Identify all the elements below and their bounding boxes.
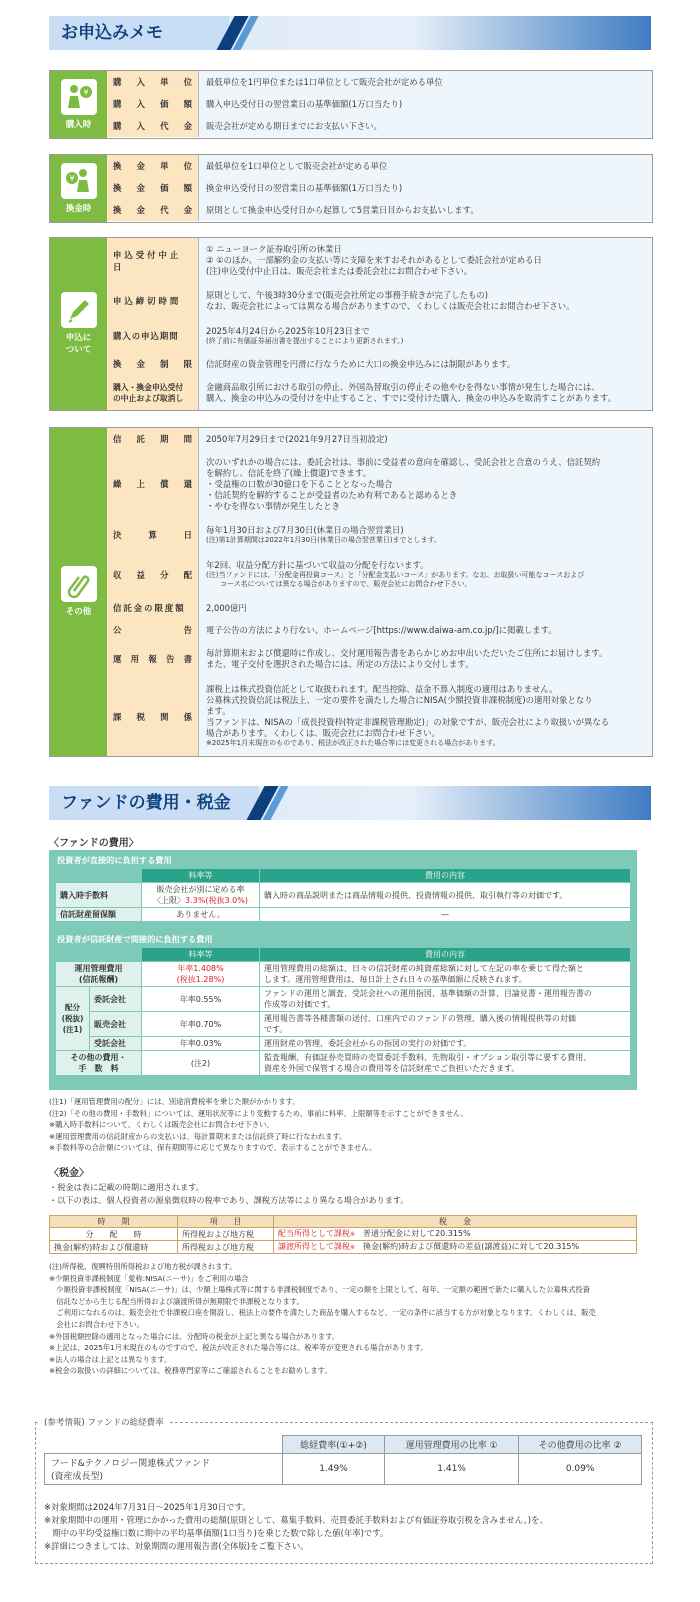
exchange-unit-row: 換 金 単 位 最低単位を1口単位として販売会社が定める単位	[107, 155, 652, 178]
other-icon-label: その他	[65, 607, 92, 617]
application-icon-label: 申込に ついて	[65, 333, 92, 355]
other-icon-column	[50, 428, 107, 756]
purchase-payment-row: 購 入 代 金 販売会社が定める期日までにお支払い下さい。	[107, 115, 652, 137]
fees-heading: 〈ファンドの費用〉	[49, 838, 139, 849]
limit-value: 2,000億円	[199, 597, 652, 619]
mgmt-fee-row: 運用管理費用 (信託報酬) 年率1.408% (税抜1.28%) 運用管理費用の総額は、日々の信託財産の純資産総額に対して左記の率を乗じて得た額と します。運用管理費用は、毎日計上され日々の基準価額に反映されます。	[56, 962, 631, 987]
tax-bullets: ・税金は表に記載の時期に適用されます。 ・以下の表は、個人投資者の源泉徴収時の税率であり、課税方法等により異なる場合があります。	[49, 1182, 409, 1205]
indirect-fees-title: 投資者が信託財産で間接的に負担する費用	[57, 934, 213, 944]
indirect-fees-table: 料率等 費用の内容 運用管理費用 (信託報酬) 年率1.408% (税抜1.28%) 運用管理費用の総額は、日々の信託財産の純資産総額に対して左記の率を乗じて得た額と します。運用管理費用は、毎日計上され日々の基準価額に反映されます。 配分 (税抜) (注1) 委託会社 年率0.55% ファンドの運用と調査、受託会社への運用指図、基準価額の計算、目論見書・運用報告書の 作成等の対価です。 販売会社 年率0.70% 運用報告書等各種書類の送付、口座内でのファンドの管理、購入後の情報提供等の対価 です。 受託会社 年率0.03% 運用財産の管理、委託会社からの指図の実行の対価です。 その他の費用・ 手 数 料 (注2) 監査報酬、有価証券売買時の売買委託手数料、先物取引・オプション取引等に要する費用、 資産を外国で保管する場合の費用等を信託財産でご負担いただきます。	[55, 947, 631, 1076]
restriction-value: 信託財産の資金管理を円滑に行なうために大口の換金申込みには制限があります。	[199, 353, 652, 375]
settlement-value: 毎年1月30日および7月30日(休業日の場合翌営業日) (注)第1計算期間は2022年1月30日(休業日の場合翌営業日)までとします。	[199, 518, 652, 552]
fees-panel	[49, 850, 637, 1090]
purchase-icon-column	[50, 71, 107, 138]
distribution-value: 年2回、収益分配方針に基づいて収益の分配を行ないます。 (注)当ファンドには、「分配金再投資コース」と「分配金支払いコース」があります。なお、お取扱い可能なコースおよび コース名については異なる場合がありますので、販売会社にお問合わせ下さい。	[199, 552, 652, 597]
direct-fees-table: 料率等 費用の内容 購入時手数料 販売会社が別に定める率 〈上限〉3.3%(税抜3.0%) 購入時の商品説明または商品情報の提供、投資情報の提供、取引執行等の対価です。 信託財産留保額 ありません。 —	[55, 868, 631, 922]
settlement-row: 決 算 日 毎年1月30日および7月30日(休業日の場合翌営業日) (注)第1計算期間は2022年1月30日(休業日の場合翌営業日)までとします。	[107, 518, 652, 553]
tax-table: 時 期 項 目 税 金 分 配 時 所得税および地方税 配当所得として課税※ 普通分配金に対して20.315% 換金(解約)時および償還時 所得税および地方税 譲渡所得として課税※ 換金(解約)時および償還時の差益(譲渡益)に対して20.315%	[49, 1215, 637, 1254]
exchange-price-value: 換金申込受付日の翌営業日の基準価額(1万口当たり)	[199, 177, 652, 199]
section-banner-fees	[49, 786, 651, 820]
tax-value: 課税上は株式投資信託として取扱われます。配当控除、益金不算入制度の適用はありません。 公募株式投資信託は税法上、一定の要件を満たした場合にNISA(少額投資非課税制度)の適用対象となり ます。 当ファンドは、NISAの「成長投資枠(特定非課税管理勘定)」の対象ですが、販売会社により取扱いが異なる 場合があります。くわしくは、販売会社にお問合わせ下さい。 ※2025年1月末現在のものであり、税法が改正された場合等には変更される場合があります。	[199, 677, 652, 756]
early-redemption-value: 次のいずれかの場合には、委託会社は、事前に受益者の意向を確認し、受託会社と合意のうえ、信託契約 を解約し、信託を終了(繰上償還)できます。 ・受益権の口数が30億口を下ることとなった場合 ・信託契約を解約することが受益者のため有利であると認めるとき ・やむを得ない事情が発生したとき	[199, 450, 652, 518]
purchase-icon	[61, 79, 97, 115]
exchange-payment-value: 原則として換金申込受付日から起算して5営業日目からお支払いします。	[199, 199, 652, 221]
period-row: 購入の申込期間 2025年4月24日から2025年10月23日まで (終了前に有価証券届出書を提出することにより更新されます。)	[107, 319, 652, 354]
pen-icon	[61, 292, 97, 328]
section-banner-memo	[49, 16, 651, 50]
tax-row-redemption: 換金(解約)時および償還時 所得税および地方税 譲渡所得として課税※ 換金(解約)時および償還時の差益(譲渡益)に対して20.315%	[50, 1241, 637, 1254]
exchange-price-row: 換 金 価 額 換金申込受付日の翌営業日の基準価額(1万口当たり)	[107, 177, 652, 200]
suspension-value: ① ニューヨーク証券取引所の休業日 ② ①のほか、一部解約金の支払い等に支障を来すおそれがあるとして委託会社が定める日 (注)申込受付中止日は、販売会社または委託会社にお問合わせ下さい。	[199, 238, 652, 283]
other-fee-row: その他の費用・ 手 数 料 (注2) 監査報酬、有価証券売買時の売買委託手数料、先物取引・オプション取引等に要する費用、 資産を外国で保管する場合の費用等を信託財産でご負担いただきます。	[56, 1051, 631, 1076]
cutoff-value: 原則として、午後3時30分まで(販売会社所定の事務手続きが完了したもの) なお、販売会社によっては異なる場合がありますので、くわしくは販売会社にお問合わせ下さい。	[199, 283, 652, 319]
distribution-row: 収 益 分 配 年2回、収益分配方針に基づいて収益の分配を行ないます。 (注)当ファンドには、「分配金再投資コース」と「分配金支払いコース」があります。なお、お取扱い可能なコースおよび コース名については異なる場合がありますので、販売会社にお問合わせ下さい。	[107, 552, 652, 598]
svg-text:¥: ¥	[82, 87, 89, 97]
other-block	[49, 427, 653, 757]
report-row: 運 用 報 告 書 毎計算期末および償還時に作成し、交付運用報告書をあらかじめお申出いただいたご住所にお届けします。 また、電子交付を選択された場合には、所定の方法により交付します。	[107, 641, 652, 678]
trustor-fee-row: 配分 (税抜) (注1) 委託会社 年率0.55% ファンドの運用と調査、受託会社への運用指図、基準価額の計算、目論見書・運用報告書の 作成等の対価です。	[56, 987, 631, 1012]
restriction-row: 換 金 制 限 信託財産の資金管理を円滑に行なうために大口の換金申込みには制限があります。	[107, 353, 652, 376]
exchange-payment-row: 換 金 代 金 原則として換金申込受付日から起算して5営業日目からお支払いします。	[107, 199, 652, 221]
period-value: 2025年4月24日から2025年10月23日まで (終了前に有価証券届出書を提出することにより更新されます。)	[199, 319, 652, 353]
tax-heading: 〈税金〉	[49, 1168, 89, 1179]
expense-ratio-table: 総経費率(①+②) 運用管理費用の比率 ① その他費用の比率 ② フード&テクノロジー関連株式ファンド (資産成長型) 1.49% 1.41% 0.09%	[44, 1435, 642, 1485]
trust-period-value: 2050年7月29日まで(2021年9月27日当初設定)	[199, 428, 652, 450]
direct-fees-title: 投資者が直接的に負担する費用	[57, 855, 172, 865]
tax-row-distribution: 分 配 時 所得税および地方税 配当所得として課税※ 普通分配金に対して20.315%	[50, 1228, 637, 1241]
exchange-icon-label: 換金時	[65, 203, 92, 214]
trustee-fee-row: 受託会社 年率0.03% 運用財産の管理、委託会社からの指図の実行の対価です。	[56, 1037, 631, 1051]
reference-title: (参考情報) ファンドの総経費率	[40, 1416, 168, 1428]
tax-notes: (注)所得税、復興特別所得税および地方税が課されます。 ※少額投資非課税制度「愛称:NISA(ニーサ)」をご利用の場合 少額投資非課税制度「NISA(ニーサ)」は、少額上場株式等に関する非課税制度であり、一定の額を上限として、毎年、一定額の範囲で新たに購入した公募株式投資 信託などから生じる配当所得および譲渡所得が無期限で非課税となります。 ご利用になれるのは、販売会社で非課税口座を開設し、税法上の要件を満たした商品を購入するなど、一定の条件に該当する方が対象となります。くわしくは、販売 会社にお問合わせ下さい。 ※外国税額控除の適用となった場合には、分配時の税金が上記と異なる場合があります。 ※上記は、2025年1月末現在のものですので、税法が改正された場合等には、税率等が変更される場合があります。 ※法人の場合は上記とは異なります。 ※税金の取扱いの詳細については、税務専門家等にご確認されることをお勧めします。	[49, 1262, 596, 1376]
purchase-price-row: 購 入 価 額 購入申込受付日の翌営業日の基準価額(1万口当たり)	[107, 93, 652, 116]
exchange-unit-value: 最低単位を1口単位として販売会社が定める単位	[199, 155, 652, 177]
purchase-unit-row: 購 入 単 位 最低単位を1円単位または1口単位として販売会社が定める単位	[107, 71, 652, 94]
notice-value: 電子公告の方法により行ない、ホームページ[https://www.daiwa-am.co.jp/]に掲載します。	[199, 619, 652, 641]
purchase-icon-label: 購入時	[65, 119, 92, 130]
purchase-fee-row: 購入時手数料 販売会社が別に定める率 〈上限〉3.3%(税抜3.0%) 購入時の商品説明または商品情報の提供、投資情報の提供、取引執行等の対価です。	[56, 883, 631, 908]
fees-notes: (注1)「運用管理費用の配分」には、別途消費税率を乗じた額がかかります。 (注2)「その他の費用・手数料」については、運用状況等により変動するため、事前に料率、上限額等を示すことができません。 ※購入時手数料について、くわしくは販売会社にお問合わせ下さい。 ※運用管理費用の信託財産からの支払いは、毎計算期末または信託終了時に行なわれます。 ※手数料等の合計額については、保有期間等に応じて異なりますので、表示することができません。	[49, 1097, 468, 1153]
expense-ratio-row: フード&テクノロジー関連株式ファンド (資産成長型) 1.49% 1.41% 0.09%	[45, 1454, 642, 1485]
tax-row: 課 税 関 係 課税上は株式投資信託として取扱われます。配当控除、益金不算入制度の適用はありません。 公募株式投資信託は税法上、一定の要件を満たした場合にNISA(少額投資非課税制度)の適用対象となり ます。 当ファンドは、NISAの「成長投資枠(特定非課税管理勘定)」の対象ですが、販売会社により取扱いが異なる 場合があります。くわしくは、販売会社にお問合わせ下さい。 ※2025年1月末現在のものであり、税法が改正された場合等には変更される場合があります。	[107, 677, 652, 756]
cancel-row: 購入・換金申込受付 の中止および取消し 金融商品取引所における取引の停止、外国為替取引の停止その他やむを得ない事情が発生した場合には、 購入、換金の申込みの受付けを中止すること、すでに受付けた購入、換金の申込みを取消すことがあります。	[107, 375, 652, 410]
section-title: ファンドの費用・税金	[49, 786, 259, 820]
section-title: お申込みメモ	[49, 16, 229, 50]
exchange-icon-column	[50, 155, 107, 222]
distributor-fee-row: 販売会社 年率0.70% 運用報告書等各種書類の送付、口座内でのファンドの管理、購入後の情報提供等の対価 です。	[56, 1012, 631, 1037]
reference-box	[35, 1418, 653, 1564]
svg-text:¥: ¥	[68, 173, 75, 183]
paperclip-icon	[61, 566, 97, 602]
suspension-row: 申込受付中止日 ① ニューヨーク証券取引所の休業日 ② ①のほか、一部解約金の支払い等に支障を来すおそれがあるとして委託会社が定める日 (注)申込受付中止日は、販売会社または委託会社にお問合わせ下さい。	[107, 238, 652, 284]
trust-period-row: 信 託 期 間 2050年7月29日まで(2021年9月27日当初設定)	[107, 428, 652, 451]
application-icon-column	[50, 238, 107, 410]
limit-row: 信託金の限度額 2,000億円	[107, 597, 652, 620]
exchange-block	[49, 154, 653, 223]
reference-notes: ※対象期間は2024年7月31日～2025年1月30日です。 ※対象期間中の運用・管理にかかった費用の総額(原則として、募集手数料、売買委託手数料および有価証券取引税を含みません。)を、 期中の平均受益権口数に期中の平均基準価額(1口当り)を乗じた数で除した値(年率)です。 ※詳細につきましては、対象期間の運用報告書(全体版)をご覧下さい。	[44, 1502, 548, 1551]
cancel-value: 金融商品取引所における取引の停止、外国為替取引の停止その他やむを得ない事情が発生した場合には、 購入、換金の申込みの受付けを中止すること、すでに受付けた購入、換金の申込みを取消すことがあります。	[199, 375, 652, 410]
purchase-block	[49, 70, 653, 139]
notice-row: 公 告 電子公告の方法により行ない、ホームページ[https://www.daiwa-am.co.jp/]に掲載します。	[107, 619, 652, 642]
reserve-row: 信託財産留保額 ありません。 —	[56, 908, 631, 922]
exchange-icon	[61, 163, 97, 199]
early-redemption-row: 繰 上 償 還 次のいずれかの場合には、委託会社は、事前に受益者の意向を確認し、受託会社と合意のうえ、信託契約 を解約し、信託を終了(繰上償還)できます。 ・受益権の口数が30億口を下ることとなった場合 ・信託契約を解約することが受益者のため有利であると認めるとき ・やむを得ない事情が発生したとき	[107, 450, 652, 519]
purchase-price-value: 購入申込受付日の翌営業日の基準価額(1万口当たり)	[199, 93, 652, 115]
application-block	[49, 237, 653, 411]
purchase-unit-value: 最低単位を1円単位または1口単位として販売会社が定める単位	[199, 71, 652, 93]
purchase-payment-value: 販売会社が定める期日までにお支払い下さい。	[199, 115, 652, 137]
cutoff-row: 申込締切時間 原則として、午後3時30分まで(販売会社所定の事務手続きが完了したもの) なお、販売会社によっては異なる場合がありますので、くわしくは販売会社にお問合わせ下さい。	[107, 283, 652, 320]
report-value: 毎計算期末および償還時に作成し、交付運用報告書をあらかじめお申出いただいたご住所にお届けします。 また、電子交付を選択された場合には、所定の方法により交付します。	[199, 641, 652, 677]
